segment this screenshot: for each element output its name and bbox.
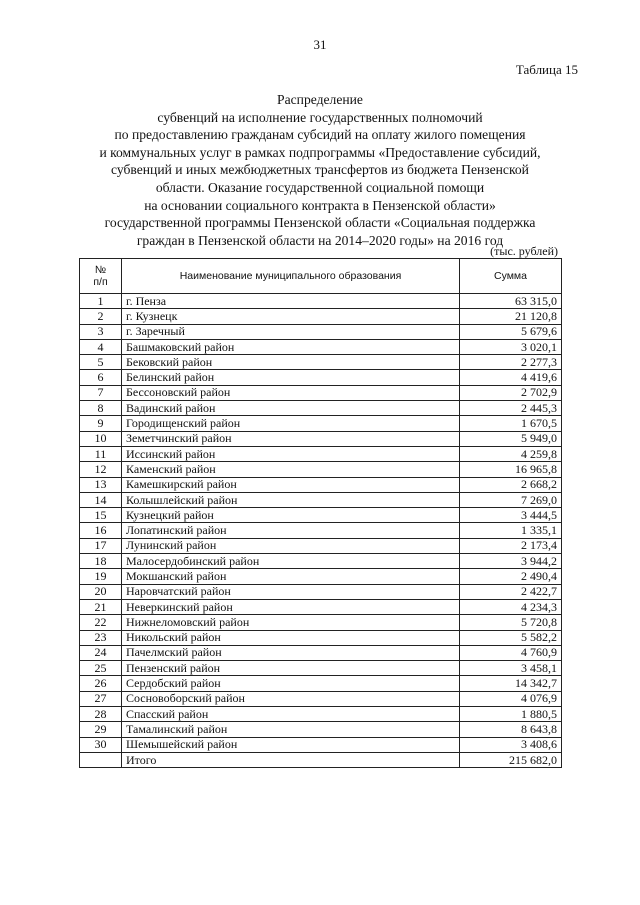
row-number: 13 — [80, 477, 122, 492]
row-number: 14 — [80, 492, 122, 507]
title-line: государственной программы Пензенской области «Социальная поддержка — [104, 215, 536, 231]
row-municipality: Спасский район — [122, 707, 460, 722]
table-row — [80, 370, 562, 385]
row-municipality: Мокшанский район — [122, 569, 460, 584]
title-line: области. Оказание государственной социальной помощи — [155, 179, 485, 195]
table-row — [80, 645, 562, 660]
row-sum: 3 408,6 — [460, 737, 562, 752]
row-municipality: Бессоновский район — [122, 385, 460, 400]
row-number: 27 — [80, 691, 122, 706]
row-sum: 2 668,2 — [460, 477, 562, 492]
row-municipality: Земетчинский район — [122, 431, 460, 446]
row-municipality: Колышлейский район — [122, 492, 460, 507]
row-municipality: Тамалинский район — [122, 722, 460, 737]
row-sum: 1 670,5 — [460, 416, 562, 431]
row-number: 30 — [80, 737, 122, 752]
row-municipality: Шемышейский район — [122, 737, 460, 752]
row-sum: 8 643,8 — [460, 722, 562, 737]
table-row — [80, 538, 562, 553]
row-sum: 3 444,5 — [460, 508, 562, 523]
header-sum: Сумма — [460, 259, 562, 294]
header-number-line2: п/п — [93, 276, 108, 288]
title-line: и коммунальных услуг в рамках подпрограммы «Предоставление субсидий, — [99, 144, 541, 160]
row-sum: 5 582,2 — [460, 630, 562, 645]
row-municipality: Лунинский район — [122, 538, 460, 553]
header-number-line1: № — [94, 264, 107, 276]
row-sum: 2 445,3 — [460, 401, 562, 416]
row-municipality: Городищенский район — [122, 416, 460, 431]
table-row — [80, 523, 562, 538]
row-municipality: Пачелмский район — [122, 645, 460, 660]
row-sum: 4 259,8 — [460, 446, 562, 461]
row-municipality: Каменский район — [122, 462, 460, 477]
row-number: 11 — [80, 446, 122, 461]
table-row — [80, 355, 562, 370]
row-sum: 3 944,2 — [460, 554, 562, 569]
row-municipality: Лопатинский район — [122, 523, 460, 538]
row-sum: 3 458,1 — [460, 661, 562, 676]
row-number: 25 — [80, 661, 122, 676]
title-line: субвенций и иных межбюджетных трансфертов из бюджета Пензенской — [111, 162, 529, 178]
total-row — [80, 752, 562, 767]
table-row — [80, 416, 562, 431]
row-sum: 4 234,3 — [460, 599, 562, 614]
row-number: 24 — [80, 645, 122, 660]
row-municipality: Малосердобинский район — [122, 554, 460, 569]
table-label: Таблица 15 — [515, 62, 578, 77]
row-municipality: г. Кузнецк — [122, 309, 460, 324]
title-line: по предоставлению гражданам субсидий на оплату жилого помещения — [114, 127, 526, 143]
row-municipality: г. Пенза — [122, 294, 460, 309]
total-sum: 215 682,0 — [460, 752, 562, 767]
row-number: 5 — [80, 355, 122, 370]
table-row — [80, 737, 562, 752]
row-municipality: Нижнеломовский район — [122, 615, 460, 630]
table-row — [80, 492, 562, 507]
row-municipality: Неверкинский район — [122, 599, 460, 614]
row-number: 18 — [80, 554, 122, 569]
row-municipality: Сосновоборский район — [122, 691, 460, 706]
row-municipality: Иссинский район — [122, 446, 460, 461]
row-municipality: Башмаковский район — [122, 339, 460, 354]
row-number: 22 — [80, 615, 122, 630]
row-municipality: Вадинский район — [122, 401, 460, 416]
row-sum: 2 422,7 — [460, 584, 562, 599]
table-row — [80, 554, 562, 569]
table-row — [80, 661, 562, 676]
row-sum: 63 315,0 — [460, 294, 562, 309]
row-sum: 5 720,8 — [460, 615, 562, 630]
row-number: 26 — [80, 676, 122, 691]
row-number: 28 — [80, 707, 122, 722]
row-number: 21 — [80, 599, 122, 614]
table-row — [80, 431, 562, 446]
table-row — [80, 477, 562, 492]
row-number: 10 — [80, 431, 122, 446]
page-number: 31 — [313, 37, 327, 52]
units-label: (тыс. рублей) — [490, 244, 558, 258]
title-line: граждан в Пензенской области на 2014–2020 годы» на 2016 год — [136, 232, 504, 248]
table-row — [80, 584, 562, 599]
table-row — [80, 339, 562, 354]
title-line: субвенций на исполнение государственных полномочий — [157, 109, 483, 125]
title-heading: Распределение — [277, 92, 363, 107]
table-row — [80, 569, 562, 584]
row-sum: 1 880,5 — [460, 707, 562, 722]
table-row — [80, 599, 562, 614]
row-number: 7 — [80, 385, 122, 400]
table-row — [80, 324, 562, 339]
row-sum: 7 269,0 — [460, 492, 562, 507]
row-municipality: Камешкирский район — [122, 477, 460, 492]
row-number: 29 — [80, 722, 122, 737]
row-sum: 4 076,9 — [460, 691, 562, 706]
row-number: 19 — [80, 569, 122, 584]
row-sum: 2 277,3 — [460, 355, 562, 370]
row-sum: 16 965,8 — [460, 462, 562, 477]
total-label: Итого — [122, 752, 460, 767]
row-number: 8 — [80, 401, 122, 416]
row-number: 16 — [80, 523, 122, 538]
row-sum: 5 949,0 — [460, 431, 562, 446]
row-sum: 2 490,4 — [460, 569, 562, 584]
row-sum: 3 020,1 — [460, 339, 562, 354]
header-name: Наименование муниципального образования — [122, 259, 460, 294]
row-number: 12 — [80, 462, 122, 477]
row-number: 23 — [80, 630, 122, 645]
row-municipality: Пензенский район — [122, 661, 460, 676]
table-row — [80, 462, 562, 477]
row-municipality: Сердобский район — [122, 676, 460, 691]
row-number: 6 — [80, 370, 122, 385]
row-sum: 14 342,7 — [460, 676, 562, 691]
table-row — [80, 722, 562, 737]
row-number: 20 — [80, 584, 122, 599]
table-row — [80, 676, 562, 691]
total-number — [80, 752, 122, 767]
table-row — [80, 630, 562, 645]
row-number: 4 — [80, 339, 122, 354]
distribution-table — [79, 258, 562, 768]
row-municipality: Никольский район — [122, 630, 460, 645]
table-row — [80, 385, 562, 400]
row-sum: 21 120,8 — [460, 309, 562, 324]
table-row — [80, 401, 562, 416]
table-header-row — [80, 259, 562, 294]
row-municipality: Кузнецкий район — [122, 508, 460, 523]
table-row — [80, 446, 562, 461]
table-row — [80, 707, 562, 722]
table-row — [80, 508, 562, 523]
row-municipality: Белинский район — [122, 370, 460, 385]
table-row — [80, 691, 562, 706]
row-sum: 4 419,6 — [460, 370, 562, 385]
table-row — [80, 309, 562, 324]
row-sum: 2 173,4 — [460, 538, 562, 553]
row-municipality: Бековский район — [122, 355, 460, 370]
row-municipality: г. Заречный — [122, 324, 460, 339]
row-number: 3 — [80, 324, 122, 339]
row-municipality: Наровчатский район — [122, 584, 460, 599]
document-title — [60, 91, 580, 249]
row-number: 15 — [80, 508, 122, 523]
table-row — [80, 294, 562, 309]
table-row — [80, 615, 562, 630]
row-number: 9 — [80, 416, 122, 431]
header-number — [80, 259, 122, 294]
title-line: на основании социального контракта в Пензенской области» — [144, 197, 496, 213]
row-sum: 2 702,9 — [460, 385, 562, 400]
row-number: 1 — [80, 294, 122, 309]
row-sum: 1 335,1 — [460, 523, 562, 538]
row-number: 2 — [80, 309, 122, 324]
row-number: 17 — [80, 538, 122, 553]
row-sum: 4 760,9 — [460, 645, 562, 660]
row-sum: 5 679,6 — [460, 324, 562, 339]
table-body — [80, 294, 562, 768]
